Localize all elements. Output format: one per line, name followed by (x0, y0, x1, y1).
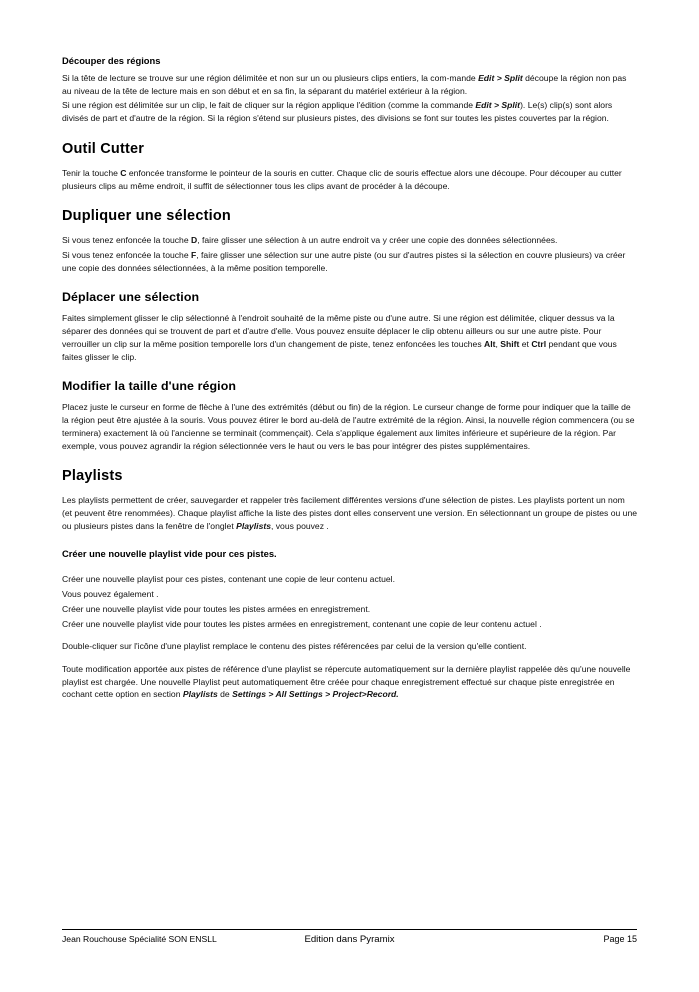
text-run-emphasis: Settings (232, 689, 266, 700)
text-run: Faites simplement glisser le clip sélectionné à l'endroit souhaité de la même piste ou d'une autre. Si une région est délimitée, cliquer dessus va la séparer des données qui se trouvent de part et d'autre d'elle. Vous pouvez ensuite déplacer le clip obtenu ailleurs ou sur une autre piste. Pour verrouiller un clip sur la même position temporelle lors d'un changement de piste, tenez enfoncées les touches (62, 313, 615, 349)
text-run: , vous pouvez . (270, 520, 329, 531)
text-run: de (217, 689, 233, 700)
paragraph: Placez juste le curseur en forme de flèche à l'une des extrémités (début ou fin) de la région. Le curseur change de forme pour indiquer que la taille de la région peut être ajustée à la souris. Vous pouvez étirer le bord au-delà de l'autre extrémité de la région. Ainsi, la nouvelle région commencera (ou se terminera) exactement là où l'ancienne se terminait (commençait). Cela s'applique également aux limites inférieure et supérieure de la région. Par exemple, vous pouvez agrandir la région sélectionnée vers le haut ou vers le bas pour intégrer des pistes supplémentaires. (62, 402, 635, 451)
text-run: pendant que vous faites glisser le clip. (62, 338, 617, 362)
text-run: Si vous tenez enfoncée la touche (62, 250, 191, 261)
text-run: enfoncée transforme le pointeur de la souris en cutter. Chaque clic de souris effectue alors une découpe. Pour découper au cutter plusieurs clips au même endroit, il suffit de sélectionner tous les clips avant de procéder à la découpe. (62, 167, 622, 191)
section-heading: Playlists (62, 468, 123, 485)
paragraph: Créer une nouvelle playlist vide pour toutes les pistes armées en enregistrement. (62, 603, 371, 614)
paragraph (62, 99, 637, 124)
text-run: Tenir la touche (62, 167, 121, 178)
text-run: et (519, 338, 532, 349)
section-heading: Déplacer une sélection (62, 290, 200, 305)
page-footer (62, 929, 637, 944)
text-run-emphasis: > All Settings > Project>Record. (268, 689, 399, 700)
text-run-key: Alt (484, 338, 496, 349)
paragraph (62, 72, 637, 97)
text-run-key: D (191, 235, 198, 246)
spacer (62, 565, 637, 573)
section-modifier-la-taille-dune-region (62, 379, 637, 452)
text-run-emphasis: Playlists (236, 520, 271, 531)
section-deplacer-une-selection (62, 290, 637, 363)
section-decouper-des-regions (62, 55, 637, 125)
paragraph (62, 234, 637, 247)
text-run-key: Ctrl (531, 338, 547, 349)
footer-page-number: Page 15 (603, 934, 637, 944)
section-heading: Outil Cutter (62, 140, 145, 157)
text-run: découpe la région non pas au niveau de la tête de lecture mais en son début et en sa fin, la séparant du matériel extérieur à la région. (62, 73, 627, 96)
paragraph (62, 663, 637, 701)
paragraph: Créer une nouvelle playlist vide pour toutes les pistes armées en enregistrement, contenant une copie de leur contenu actuel . (62, 618, 542, 629)
paragraph: Double-cliquer sur l'icône d'une playlist remplace le contenu des pistes référencées par celui de la version qu'elle contient. (62, 641, 527, 652)
text-run: , (495, 338, 501, 349)
section-creer-une-nouvelle-playlist (62, 548, 637, 701)
text-run: Si vous tenez enfoncée la touche (62, 235, 191, 246)
text-run: Si une région est délimitée sur un clip, le fait de cliquer sur la région applique l'édition (comme la commande (62, 100, 476, 111)
paragraph (62, 249, 637, 274)
spacer (62, 655, 637, 663)
section-dupliquer-une-selection (62, 208, 637, 274)
section-playlists (62, 468, 637, 532)
section-heading: Créer une nouvelle playlist vide pour ces pistes. (62, 548, 277, 560)
footer-author: Jean Rouchouse Spécialité SON ENSLL (62, 934, 217, 944)
section-heading: Dupliquer une sélection (62, 208, 231, 225)
text-run-emphasis: Edit > Split (475, 100, 521, 111)
text-run: , faire glisser une sélection à un autre endroit va y créer une copie des données sélectionnées. (197, 235, 558, 246)
text-run: Toute modification apportée aux pistes de référence d'une playlist se répercute automatiquement sur la dernière playlist rappelée dès qu'une nouvelle playlist est chargée. Une nouvelle Playlist peut automatiquement être créée pour chaque enregistrement effectué sur chaque piste enregistrée en cochant cette option en section (62, 663, 631, 700)
section-outil-cutter (62, 141, 637, 192)
paragraph (62, 312, 637, 363)
text-run: ). Le(s) clip(s) sont alors divisés de part et d'autre de la région. Si la région s'étend sur plusieurs pistes, des divisions se font sur toutes les pistes couvertes par la région. (62, 100, 613, 124)
text-run-key: Shift (500, 338, 520, 349)
text-run-key: C (120, 167, 127, 178)
paragraph: Vous pouvez également . (62, 589, 159, 600)
paragraph (62, 167, 637, 192)
text-run: Si la tête de lecture se trouve sur une région délimitée et non sur un ou plusieurs clips entiers, la com-mande (62, 73, 479, 83)
text-run: Les playlists permettent de créer, sauvegarder et rappeler très facilement différentes versions d'une sélection de pistes. Les playlists portent un nom (et peuvent être renommées). Chaque playlist affiche la liste des pistes dont elles conservent une version. En sélectionnant un groupe de pistes ou une ou plusieurs pistes dans la fenêtre de l'onglet (62, 495, 638, 531)
text-run: , faire glisser une sélection sur une autre piste (ou sur d'autres pistes si la sélection en couvre plusieurs) va créer une copie des données sélectionnées, à la même position temporelle. (62, 250, 626, 273)
paragraph (62, 494, 637, 532)
section-heading: Découper des régions (62, 55, 161, 66)
section-heading: Modifier la taille d'une région (62, 379, 237, 394)
paragraph: Créer une nouvelle playlist pour ces pistes, contenant une copie de leur contenu actuel. (62, 574, 395, 585)
spacer (62, 632, 637, 640)
text-run-emphasis: Edit > Split (478, 73, 523, 83)
text-run-emphasis: Playlists (182, 689, 218, 700)
text-run-key: F (191, 250, 197, 261)
footer-title: Edition dans Pyramix (304, 934, 395, 945)
